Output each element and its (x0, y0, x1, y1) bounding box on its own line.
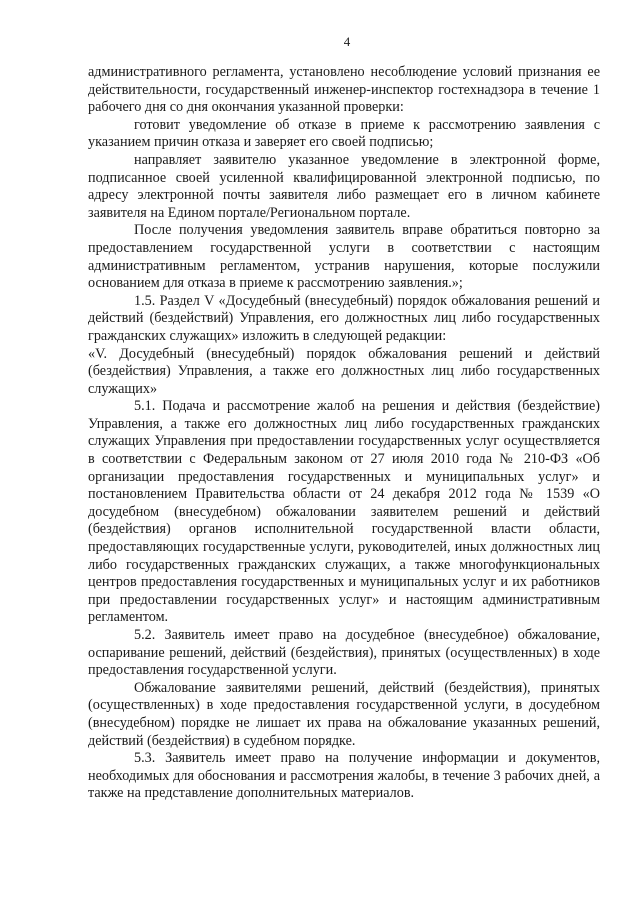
paragraph-regulation-check: административного регламента, установлено несоблюдение условий признания ее действительности, государственный инженер-инспектор гостехнадзора в течение 1 рабочего дня со дня окончания указанной проверки: (88, 64, 600, 116)
paragraph-send-notice: направляет заявителю указанное уведомление в электронной форме, подписанное своей усиленной квалифицированной электронной подписью, по адресу электронной почты заявителя либо размещает его в личном кабинете заявителя на Едином портале/Региональном портале. (88, 151, 600, 221)
document-page (88, 34, 600, 803)
page-number: 4 (343, 34, 351, 49)
paragraph-section-v-heading: «V. Досудебный (внесудебный) порядок обжалования решений и действий (бездействия) Управления, а также его должностных лиц либо государственных служащих» (88, 345, 600, 397)
paragraph-appeal-court: Обжалование заявителями решений, действий (бездействия), принятых (осуществленных) в ходе предоставления государственной услуги, в досудебном (внесудебном) порядке не лишает их права на обжалование указанных решений, действий (бездействия) в судебном порядке. (88, 679, 600, 749)
paragraph-5-3: 5.3. Заявитель имеет право на получение информации и документов, необходимых для обоснования и рассмотрения жалобы, в течение 3 рабочих дней, а также на представление дополнительных материалов. (88, 750, 600, 802)
paragraph-repeat-application: После получения уведомления заявитель вправе обратиться повторно за предоставлением государственной услуги в соответствии с настоящим административным регламентом, устранив нарушения, которые послужили основанием для отказа в приеме к рассмотрению заявления.»; (88, 222, 600, 292)
paragraph-5-1: 5.1. Подача и рассмотрение жалоб на решения и действия (бездействие) Управления, а также его должностных лиц либо государственных гражданских служащих Управления при предоставлении государственных услуг осуществляется в соответствии с Федеральным законом от 27 июля 2010 года № 210-ФЗ «Об организации предоставления государственных и муниципальных услуг» и постановлением Правительства области от 24 декабря 2012 года № 1539 «О досудебном (внесудебном) обжаловании заявителем решений и действий (бездействия) органов исполнительной государственной власти области, предоставляющих государственные услуги, руководителей, иных должностных лиц либо государственных гражданских служащих, а также многофункциональных центров предоставления государственных и муниципальных услуг и их работников при предоставлении государственных услуг» и настоящим административным регламентом. (88, 398, 600, 626)
paragraph-section-1-5: 1.5. Раздел V «Досудебный (внесудебный) порядок обжалования решений и действий (бездействий) Управления, его должностных лиц либо государственных гражданских служащих» изложить в следующей редакции: (88, 292, 600, 344)
paragraph-prepare-notice: готовит уведомление об отказе в приеме к рассмотрению заявления с указанием причин отказа и заверяет его своей подписью; (88, 116, 600, 151)
paragraph-5-2: 5.2. Заявитель имеет право на досудебное (внесудебное) обжалование, оспаривание решений, действий (бездействия), принятых (осуществленных) в ходе предоставления государственной услуги. (88, 627, 600, 679)
